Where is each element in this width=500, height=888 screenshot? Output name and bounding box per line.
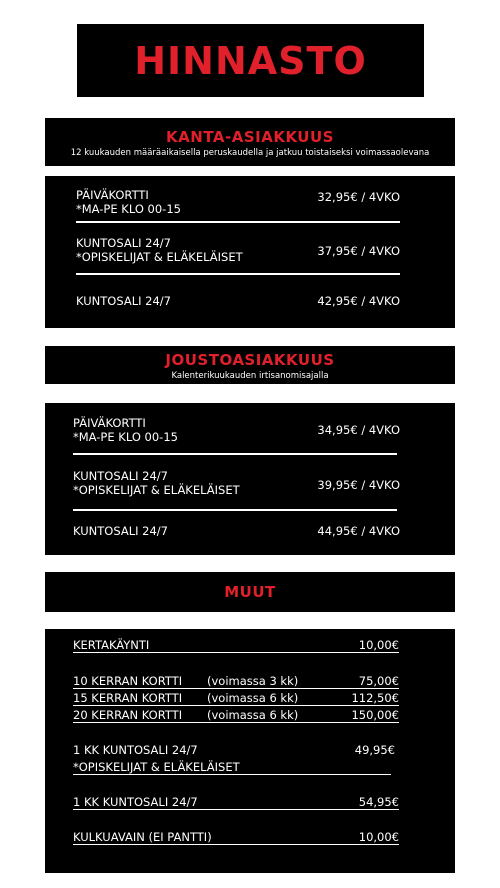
muut-title: MUUT <box>224 583 276 601</box>
price-row-label: KUNTOSALI 24/7 <box>76 294 171 308</box>
price-row-price: 39,95€ / 4VKO <box>317 478 400 492</box>
item-price: 75,00€ <box>358 674 399 688</box>
jousto-subtitle: Kalenterikuukauden irtisanomisajalla <box>171 371 329 381</box>
underline <box>73 844 399 845</box>
kanta-price-panel <box>45 176 455 328</box>
list-item <box>73 674 399 688</box>
list-item <box>73 691 399 705</box>
muut-header <box>45 572 455 612</box>
item-price: 54,95€ <box>358 795 399 809</box>
price-row-price: 34,95€ / 4VKO <box>317 423 400 437</box>
kanta-title: KANTA-ASIAKKUUS <box>166 128 334 146</box>
price-row-note: *OPISKELIJAT & ELÄKELÄISET <box>76 250 243 264</box>
page-title: HINNASTO <box>134 38 367 83</box>
price-row-price: 37,95€ / 4VKO <box>317 244 400 258</box>
item-price: 49,95€ <box>354 743 395 757</box>
price-row-label: PÄIVÄKORTTI <box>73 416 146 430</box>
price-row-note: *MA-PE KLO 00-15 <box>76 202 181 216</box>
price-row <box>76 188 400 218</box>
price-row-price: 32,95€ / 4VKO <box>317 190 400 204</box>
item-label: 15 KERRAN KORTTI <box>73 691 183 705</box>
price-row <box>76 236 400 266</box>
price-row-note: *OPISKELIJAT & ELÄKELÄISET <box>73 483 240 497</box>
title-banner <box>77 24 424 97</box>
item-label: KERTAKÄYNTI <box>73 638 150 652</box>
item-price: 150,00€ <box>351 708 399 722</box>
item-price: 112,50€ <box>351 691 399 705</box>
divider <box>76 221 400 223</box>
price-row-label: KUNTOSALI 24/7 <box>73 524 168 538</box>
underline <box>73 774 391 775</box>
item-label: 1 KK KUNTOSALI 24/7 <box>73 795 198 809</box>
price-row <box>73 469 400 499</box>
list-item <box>73 638 399 652</box>
list-item <box>73 708 399 722</box>
price-row <box>73 416 400 446</box>
price-row <box>76 294 400 310</box>
item-note: (voimassa 3 kk) <box>207 674 299 688</box>
underline <box>73 652 399 653</box>
list-item <box>73 795 399 809</box>
item-label: 10 KERRAN KORTTI <box>73 674 183 688</box>
item-note: *OPISKELIJAT & ELÄKELÄISET <box>73 760 240 774</box>
price-row-price: 44,95€ / 4VKO <box>317 524 400 538</box>
price-row-note: *MA-PE KLO 00-15 <box>73 430 178 444</box>
divider <box>76 273 400 275</box>
item-price: 10,00€ <box>358 638 399 652</box>
underline <box>73 722 399 723</box>
jousto-title: JOUSTOASIAKKUUS <box>165 351 335 369</box>
underline <box>73 809 399 810</box>
item-note: (voimassa 6 kk) <box>207 691 299 705</box>
list-item <box>73 830 399 844</box>
price-row-label: KUNTOSALI 24/7 <box>76 236 171 250</box>
price-row-label: KUNTOSALI 24/7 <box>73 469 168 483</box>
item-note: (voimassa 6 kk) <box>207 708 299 722</box>
item-label: KULKUAVAIN (EI PANTTI) <box>73 830 212 844</box>
kanta-header <box>45 118 455 166</box>
jousto-header <box>45 346 455 384</box>
muut-price-panel <box>45 629 455 873</box>
item-price: 10,00€ <box>358 830 399 844</box>
divider <box>73 453 397 455</box>
divider <box>73 509 397 511</box>
price-row-label: PÄIVÄKORTTI <box>76 188 149 202</box>
underline <box>73 705 399 706</box>
list-item <box>73 743 399 757</box>
jousto-price-panel <box>45 403 455 555</box>
kanta-subtitle: 12 kuukauden määräaikaisella peruskaudella ja jatkuu toistaiseksi voimassaolevana <box>70 148 430 158</box>
item-label: 1 KK KUNTOSALI 24/7 <box>73 743 198 757</box>
price-row-price: 42,95€ / 4VKO <box>317 294 400 308</box>
underline <box>73 688 399 689</box>
price-row <box>73 524 400 540</box>
item-label: 20 KERRAN KORTTI <box>73 708 183 722</box>
list-item-note <box>73 760 391 774</box>
